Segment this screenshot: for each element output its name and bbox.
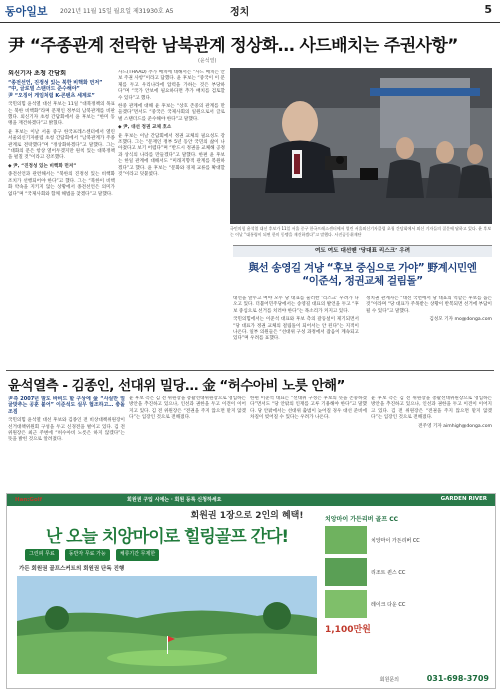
story2-paragraph: 대선을 앞두고 여야 모두 당 대표를 둘러싼 ‘리스크’ 우려가 나오고 있다. 더불어민주당에서는 송영길 대표의 발언을 두고 “후보 중심으로 선거를 치러야 한다”는 목소리가 커지고 있다. [233, 296, 359, 314]
golf-advertisement[interactable] [6, 493, 496, 689]
story3-paragraph: 한편 이준석 대표는 “선대위 구성은 후보의 뜻을 존중하겠다”면서도 “당 안팎의 인재를 고루 기용해야 한다”고 말했다. 당 안팎에서는 선대위 출범이 늦어질 경우 대선 준비에 차질이 빚어질 수 있다는 우려가 나온다. [250, 396, 367, 421]
section-divider [6, 370, 494, 371]
story1-section-mark: ◆ 尹, 대선 정권 교체 호소 [118, 125, 172, 131]
story1-paragraph: 종전선언과 관련해서는 “북한의 진정성 있는 비핵화 조치가 선행되어야 한다”고 했다. 그는 “북한이 비핵화 약속을 지키지 않는 상황에서 종전선언은 의미가 없다”며 “국제사회와 함께 해법을 찾겠다”고 말했다. [8, 172, 115, 197]
ad-benefit: 그린피 무료 [25, 549, 59, 561]
ad-course-item [325, 590, 487, 618]
story3-byline: 전주영 기자 aimhigh@donga.com [418, 423, 492, 429]
story3-column-2 [129, 396, 246, 488]
story1-sub-2: “中, 글로벌 스탠더드 준수해야” [8, 86, 80, 93]
ad-phone-number[interactable]: 031-698-3709 [426, 674, 489, 683]
story1-paragraph: 사드(THAAD) 추가 배치에 대해서는 “사드 배치는 안보 주권 사항”이라고 답했다. 윤 후보는 “중국이 이 문제를 두고 우리나라에 압력을 가하는 것은 부당하다”며 “국가 안보에 필요하다면 추가 배치를 검토할 수 있다”고 했다. [118, 70, 225, 101]
story1-column-1 [8, 70, 115, 362]
ad-main-headline: 난 오늘 치앙마이로 힐링골프 간다! [45, 527, 289, 547]
ad-price: 1,100만원 [325, 625, 371, 635]
ad-resort-logo: GARDEN RIVER [440, 496, 487, 502]
golf-course-photo [17, 576, 317, 674]
ad-subheadline: 회원권 1장으로 2인의 혜택! [190, 511, 304, 521]
story3-paragraph: 국민의힘 윤석열 대선 후보와 김종인 전 비상대책위원장이 선거대책위원회 구성을 두고 신경전을 벌이고 있다. 김 전 위원장은 최근 주변에 “허수아비 노릇은 하지 않겠다”는 뜻을 밝힌 것으로 알려졌다. [8, 418, 125, 443]
story2-headline: 與선 송영길 겨냥 “후보 중심으로 가야” 野계시민엔 “이준석, 정권교체 걸림돌” [248, 262, 477, 287]
ad-benefits [25, 549, 315, 561]
ad-phone-label: 회원문의 [379, 677, 399, 683]
story3-paragraph: 윤 후보 측은 김 전 위원장을 총괄선대위원장으로 영입하는 방안을 추진하고 있으나, 인선과 권한을 두고 이견이 이어지고 있다. 김 전 위원장은 “전권을 주지 않으면 맡지 않겠다”는 입장인 것으로 전해졌다. [371, 396, 492, 421]
story2-kicker: 여도 여도 대선땐 ‘당대표 리스크’ 우려 [233, 245, 492, 257]
ad-notice: 가든 회원권 골프스커트의 회원권 단독 진행 [19, 566, 125, 572]
story1-paragraph: 윤 후보는 이날 간담회에서 정권 교체의 필요성도 강조했다. 그는 “문재인 정부 5년 동안 국민의 삶이 나아졌다고 보기 어렵다”며 “반드시 정권을 교체해 공정과 상식의 나라를 만들겠다”고 말했다. 한편 윤 후보는 한일 관계에 대해서도 “미래지향적 관계를 복원하겠다”고 했다. 윤 후보는 “문화와 경제 교류를 확대할 것”이라고 덧붙였다. [118, 133, 225, 178]
story1-paragraph: 한중 관계에 대해 윤 후보는 “상호 존중의 관계를 만들겠다”면서도 “중국은 국제사회의 일원으로서 글로벌 스탠더드를 준수해야 한다”고 말했다. [118, 104, 225, 122]
story1-subhead: 외신기자 초청 간담회 [8, 70, 67, 77]
story2-column-1 [233, 296, 359, 366]
dateline: 2021년 11월 15일 월요일 제31930호 A5 [60, 8, 174, 15]
story1-paragraph: 국민의힘 윤석열 대선 후보는 11일 “대북정책의 목표는 북한 비핵화”라며 문재인 정부의 남북관계를 비판했다. 외신기자 초청 간담회에서 윤 후보는 “한미 동맹을 재건하겠다”고 밝혔다. [8, 102, 115, 127]
course-thumbnail [325, 590, 367, 618]
ad-course-item [325, 558, 487, 586]
story1-sub-3: 尹 “오징어 게임처럼 K-콘텐츠 세계로” [8, 92, 95, 99]
story1-paragraph: 윤 후보는 이날 서울 중구 한국프레스센터에서 열린 서울외신기자클럽 초청 간담회에서 “남북관계가 주종관계로 전락했다”며 “정상화하겠다”고 말했다. 그는 “대화의 문은 항상 열어두겠지만 원칙 있는 대북정책을 펼칠 것”이라고 강조했다. [8, 129, 115, 161]
headline-tag: (윤석열) [198, 58, 217, 64]
story2-column-2 [366, 296, 492, 366]
story3-subhead: 尹측 2007년 말도 바비드 할 구상에 金 “사실만 얼굴맞추는 공훈 붙어” 이준석도 실무 협조하고… 충돌 조짐 [8, 396, 125, 415]
press-conference-photo [230, 68, 492, 224]
course-thumbnail [325, 526, 367, 554]
news-photo [230, 68, 492, 224]
ad-benefit: 체류기간 무제한 [116, 549, 159, 561]
story2-byline: 김성모 기자 mo@donga.com [429, 317, 492, 323]
ad-course-item [325, 526, 487, 554]
section-title: 정치 [230, 7, 250, 18]
course-thumbnail [325, 558, 367, 586]
ad-course-panel [325, 514, 487, 664]
story1-sub-1: “종전선언, 진정성 있는 북한 비핵화 먼저” [8, 80, 103, 86]
story2-paragraph: 정치권 관계자는 “대선 국면에서 당 대표의 역할은 후보를 돕는 것”이라며 “당 대표가 주목받는 상황이 반복되면 선거에 부담이 될 수 있다”고 말했다. [366, 296, 492, 314]
course-item-label: 치앙마이 가든리버 CC [371, 537, 420, 544]
story3-column-1 [8, 396, 125, 488]
course-item-label: 리조트 퀸스 CC [371, 569, 406, 576]
ad-top-bar [7, 494, 495, 506]
story3-column-3 [250, 396, 367, 488]
story3-column-4 [371, 396, 492, 488]
ad-brand-logo: Han:Golf [15, 497, 43, 503]
story3-headline: 윤석열측 - 김종인, 선대위 밀당… 金 “허수아비 노릇 안해” [8, 378, 345, 394]
course-item-label: 레이크 다운 CC [371, 601, 406, 608]
story2-paragraph: 국민의힘에서는 이준석 대표와 후보 측의 갈등설이 제기되면서 “당 대표가 정권 교체의 걸림돌이 되어서는 안 된다”는 지적이 나온다. 일부 의원들은 “선대위 구성 과정에서 잡음이 계속되고 있다”며 우려를 표했다. [233, 317, 359, 342]
story1-column-2 [118, 70, 225, 362]
photo-caption: 국민의힘 윤석열 대선 후보가 11일 서울 중구 한국프레스센터에서 열린 서울외신기자클럽 초청 간담회에서 외신 기자들의 질문에 답하고 있다. 윤 후보는 이날 “대통령이 되면 한미 동맹을 재건하겠다”고 말했다. 사진공동취재단 [230, 226, 492, 237]
ad-course-name: 치앙마이 가든리버 골프 CC [325, 516, 399, 523]
ad-benefit: 동반자 무료 가능 [65, 549, 110, 561]
newspaper-logo: 동아일보 [5, 5, 48, 18]
main-headline: 尹 “주종관계 전락한 남북관계 정상화… 사드배치는 주권사항” [8, 36, 458, 56]
story3-paragraph: 윤 후보 측은 김 전 위원장을 총괄선대위원장으로 영입하는 방안을 추진하고 있으나, 인선과 권한을 두고 이견이 이어지고 있다. 김 전 위원장은 “전권을 주지 않으면 맡지 않겠다”는 입장인 것으로 전해졌다. [129, 396, 246, 421]
story1-section-mark: ◆ 尹, “진정성 있는 비핵화 먼저” [8, 163, 77, 169]
page-number: 5 [484, 3, 492, 16]
ad-top-text: 회원권 구입 시에는 · 회원 등록 신청하세요 [127, 497, 222, 503]
